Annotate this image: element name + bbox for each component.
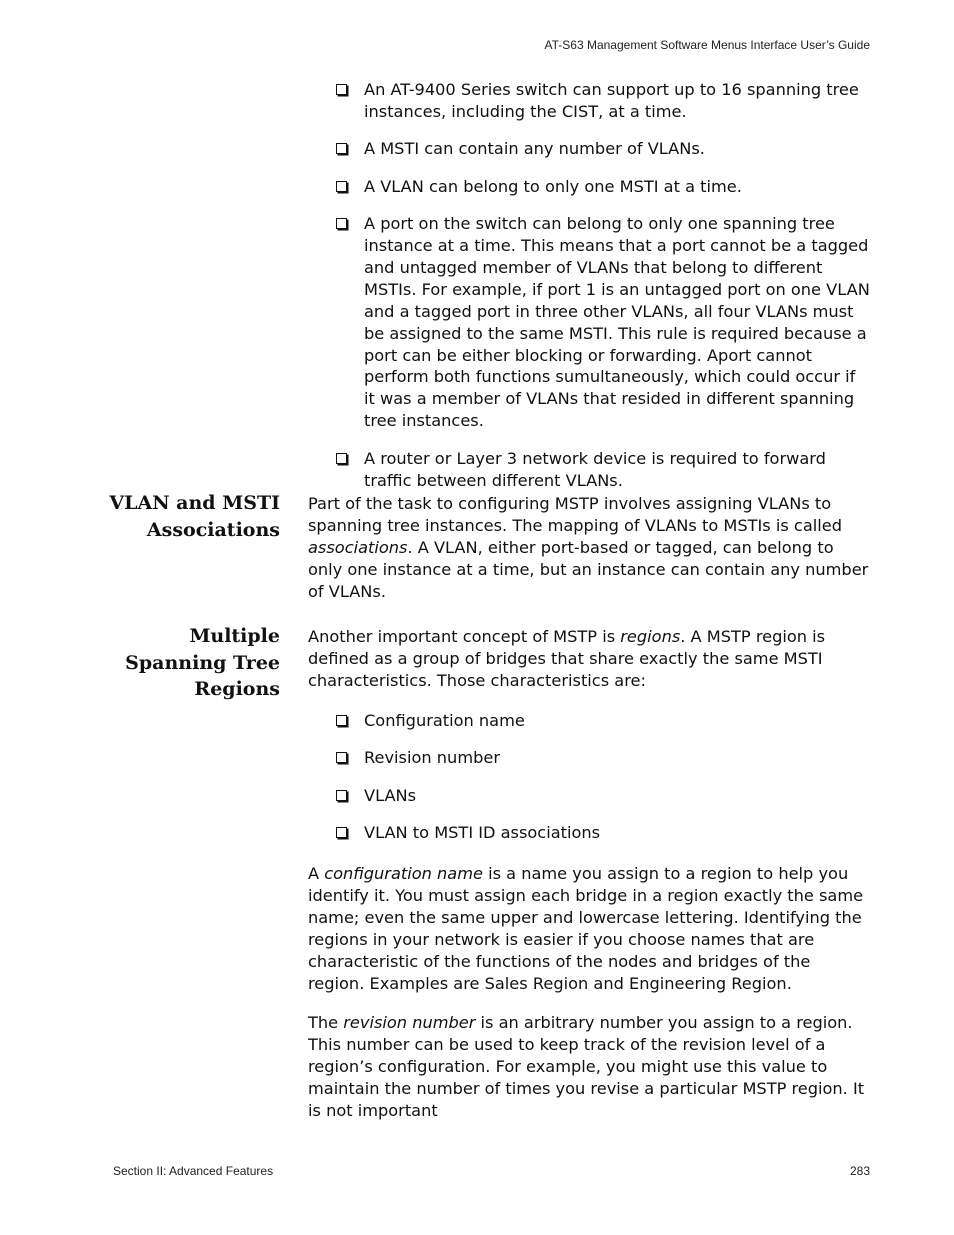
section-heading-regions: Multiple Spanning Tree Regions	[125, 625, 280, 700]
list-item: VLANs	[336, 785, 870, 807]
list-item: Revision number	[336, 747, 870, 769]
checkbox-bullet-icon	[336, 752, 347, 763]
paragraph-configuration-name: A configuration name is a name you assign to a region to help you identify it. You must assign each bridge in a region exactly the same name; even the same upper and lowercase lettering. Identifying the regions in your network is easier if you choose names that are characteristic of the functions of the nodes and bridges of the region. Examples are Sales Region and Engineering Region.	[308, 864, 864, 993]
checkbox-bullet-icon	[336, 453, 347, 464]
bullet-list-top	[336, 79, 870, 507]
list-item: A port on the switch can belong to only one spanning tree instance at a time. This means that a port cannot be a tagged and untagged member of VLANs that belong to different MSTIs. For example, if port 1 is an untagged port on one VLAN and a tagged port in three other VLANs, all four VLANs must be assigned to the same MSTI. This rule is required because a port can be either blocking or forwarding. Aport cannot perform both functions sumultaneously, which could occur if it was a member of VLANs that resided in different spanning tree instances.	[336, 213, 870, 432]
running-header: AT-S63 Management Software Menus Interface User’s Guide	[544, 38, 870, 52]
list-item: Configuration name	[336, 710, 870, 732]
list-item: An AT-9400 Series switch can support up to 16 spanning tree instances, including the CIST, at a time.	[336, 79, 870, 123]
checkbox-bullet-icon	[336, 790, 347, 801]
checkbox-bullet-icon	[336, 827, 347, 838]
paragraph-vlan-msti: Part of the task to configuring MSTP involves assigning VLANs to spanning tree instances. The mapping of VLANs to MSTIs is called associations. A VLAN, either port-based or tagged, can belong to only one instance at a time, but an instance can contain any number of VLANs.	[308, 494, 869, 601]
list-item: A MSTI can contain any number of VLANs.	[336, 138, 870, 160]
page-number: 283	[849, 1164, 870, 1178]
list-item: VLAN to MSTI ID associations	[336, 822, 870, 844]
bullet-list-characteristics	[336, 710, 870, 860]
list-item: A VLAN can belong to only one MSTI at a time.	[336, 176, 870, 198]
paragraph-regions-intro: Another important concept of MSTP is regions. A MSTP region is defined as a group of bridges that share exactly the same MSTI characteristics. Those characteristics are:	[308, 627, 826, 690]
paragraph-revision-number: The revision number is an arbitrary number you assign to a region. This number can be used to keep track of the revision level of a region’s configuration. For example, you might use this value to maintain the number of times you revise a particular MSTP region. It is not important	[308, 1013, 865, 1120]
list-item: A router or Layer 3 network device is required to forward traffic between different VLANs.	[336, 448, 870, 492]
checkbox-bullet-icon	[336, 143, 347, 154]
checkbox-bullet-icon	[336, 84, 347, 95]
footer-section: Section II: Advanced Features	[113, 1164, 274, 1178]
checkbox-bullet-icon	[336, 715, 347, 726]
checkbox-bullet-icon	[336, 218, 347, 229]
checkbox-bullet-icon	[336, 181, 347, 192]
section-heading-vlan-msti: VLAN and MSTI Associations	[109, 492, 280, 541]
